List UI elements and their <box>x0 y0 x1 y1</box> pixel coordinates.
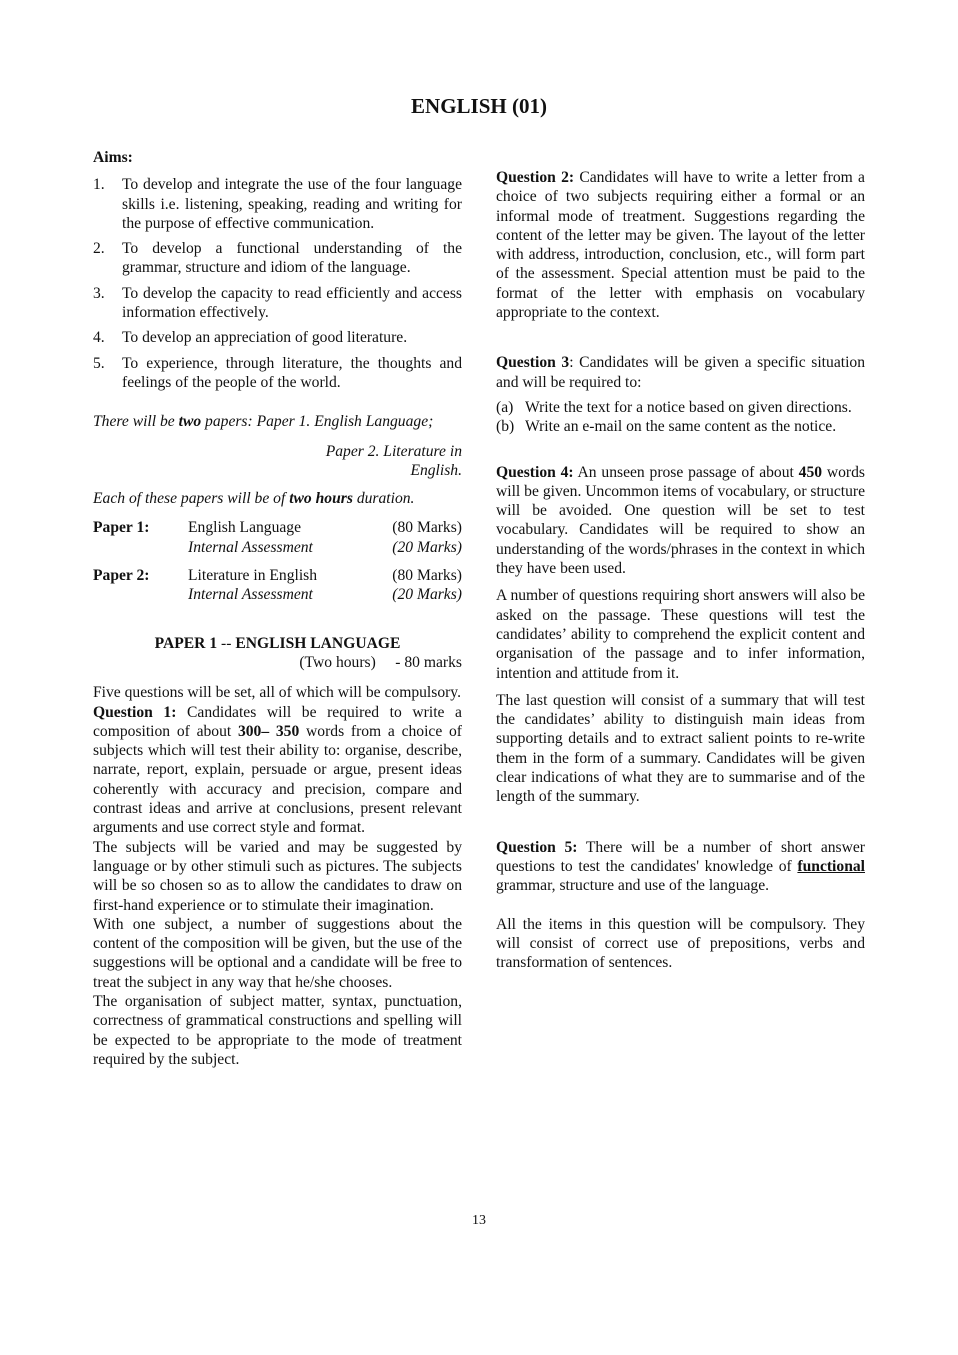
paper1-heading <box>93 634 462 653</box>
papers-intro-text: There will be <box>93 413 179 431</box>
aims-item-text: To develop a functional understanding of the grammar, structure and idiom of the language. <box>122 240 462 277</box>
question-3-item-number: (b) <box>496 418 515 436</box>
right-column <box>496 168 865 972</box>
papers-intro-emphasis: two <box>178 413 202 431</box>
question-4-paragraph: The last question will consist of a summary that will test the candidates’ ability to distinguish main ideas from supporting details and to extract salient points to re-write them in the form of a summary. Candidates will be given clear indications of what they are to summarise and of the length of the summary. <box>496 691 865 806</box>
question-3-item <box>496 398 865 417</box>
paper-assessment-marks: (20 Marks) <box>392 586 462 604</box>
question-1-wordcount: 300– 350 <box>237 722 300 740</box>
duration-line <box>93 489 462 508</box>
aims-item <box>93 328 462 347</box>
papers-intro <box>93 412 462 431</box>
aims-item <box>93 354 462 393</box>
duration-text: Each of these papers will be of <box>93 490 290 508</box>
paper-marks-text: (80 Marks) <box>392 519 462 537</box>
question-1-paragraph: The organisation of subject matter, syntax, punctuation, correctness of grammatical constructions and spelling will be expected to be appropriate to the mode of treatment required by the subject. <box>93 992 462 1068</box>
paper1-intro: Five questions will be set, all of which will be compulsory. <box>93 684 461 702</box>
paper-label: Paper 2: <box>93 567 150 585</box>
paper-subject <box>188 518 366 557</box>
paper1-heading-b: ENGLISH LANGUAGE <box>235 634 401 652</box>
paper-subject-text: Literature in English <box>188 567 318 585</box>
aims-item <box>93 175 462 233</box>
papers-table <box>93 518 462 604</box>
question-2-text: Candidates will have to write a letter from a choice of two subjects requiring either a formal or an informal mode of treatment. Suggestions regarding the content of the letter may be given. The layout of the letter with address, introduction, conclusion, etc., will form part of the assessment. Special attention must be paid to the format of the letter with emphasis on vocabulary appropriate to the context. <box>496 169 865 322</box>
papers-intro-paper2: Paper 2. Literature in English. <box>325 442 462 479</box>
aims-item-text: To develop an appreciation of good literature. <box>122 329 408 347</box>
aims-item-text: To develop and integrate the use of the four language skills i.e. listening, speaking, reading and writing for the purpose of effective communication. <box>122 176 462 232</box>
aims-item-number: 4. <box>93 329 105 347</box>
paper1-hours: (Two hours) <box>299 653 376 671</box>
question-3-text: : Candidates will be given a specific situation and will be required to: <box>496 354 865 391</box>
paper-assessment-text: Internal Assessment <box>188 586 313 604</box>
question-4 <box>496 463 865 579</box>
papers-intro-text: papers: Paper 1. English Language; <box>201 413 434 431</box>
duration-text: duration. <box>352 490 415 508</box>
paper-assessment-marks: (20 Marks) <box>392 538 462 556</box>
paper-marks <box>366 566 462 605</box>
paper-subject-text: English Language <box>188 519 302 537</box>
question-3 <box>496 353 865 392</box>
question-1-text: Candidates will be required to write a composition of about <box>93 703 462 740</box>
paper-subject <box>188 566 366 605</box>
papers-table-row <box>93 518 462 557</box>
question-1 <box>93 703 462 838</box>
aims-list <box>93 175 462 392</box>
paper1-duration <box>93 653 462 672</box>
question-5-emphasis: functional <box>797 857 865 875</box>
question-3-item-number: (a) <box>496 398 514 416</box>
question-4-text: An unseen prose passage of about <box>573 463 799 481</box>
question-3-item-text: Write an e-mail on the same content as the notice. <box>525 418 837 436</box>
question-4-paragraph: A number of questions requiring short answers will also be asked on the passage. These questions will test the candidates’ ability to comprehend the explicit content and organisation of the passage and to infer information, intention and attitude from it. <box>496 587 865 682</box>
aims-item-text: To develop the capacity to read efficiently and access information effectively. <box>122 284 462 322</box>
paper1-heading-sep: -- <box>217 634 236 652</box>
aims-item-number: 1. <box>93 176 105 194</box>
aims-heading: Aims: <box>93 149 133 166</box>
question-4-wordcount: 450 <box>798 463 823 481</box>
paper-label: Paper 1: <box>93 519 150 537</box>
question-5 <box>496 838 865 896</box>
question-5-paragraph: All the items in this question will be compulsory. They will consist of correct use of prepositions, verbs and transformation of sentences. <box>496 915 865 972</box>
left-column <box>93 148 462 1069</box>
duration-emphasis: two hours <box>289 490 353 508</box>
paper-marks-text: (80 Marks) <box>392 567 462 585</box>
aims-item-number: 5. <box>93 354 105 372</box>
question-1-label: Question 1: <box>93 703 177 721</box>
aims-item-number: 3. <box>93 284 105 302</box>
paper1-heading-a: PAPER 1 <box>154 634 218 652</box>
page-title: ENGLISH (01) <box>411 94 547 118</box>
question-5-text: grammar, structure and use of the language. <box>496 877 770 895</box>
aims-item <box>93 284 462 323</box>
question-5-text: There will be a number of short answer questions to test the candidates' knowledge of <box>496 838 865 875</box>
question-3-item <box>496 417 865 436</box>
question-3-item-text: Write the text for a notice based on given directions. <box>525 398 852 416</box>
aims-item-number: 2. <box>93 240 105 258</box>
paper1-marks: - 80 marks <box>395 653 462 671</box>
question-4-text: words will be given. Uncommon items of vocabulary, or structure will be avoided. One question will be set to test vocabulary. Candidates will be required to show an understanding of the words/phrases in the context in which they have been used. <box>496 463 865 578</box>
page-number: 13 <box>472 1213 486 1228</box>
question-1-text: words from a choice of subjects which will test their ability to: organise, describe, narrate, report, explain, persuade or argue, present ideas coherently with accuracy and precision, compare and contrast ideas and arrive at conclusions, present relevant arguments and use correct style and format. <box>93 722 462 837</box>
paper-marks <box>366 518 462 557</box>
question-1-paragraph: With one subject, a number of suggestions about the content of the composition will be given, but the use of the suggestions will be optional and a candidate will be free to treat the subject in any way that he/she chooses. <box>93 915 462 991</box>
papers-table-row <box>93 566 462 605</box>
paper-assessment-text: Internal Assessment <box>188 538 313 556</box>
question-5-label: Question 5: <box>496 838 578 856</box>
aims-item-text: To experience, through literature, the thoughts and feelings of the people of the world. <box>122 354 462 391</box>
question-3-label: Question 3 <box>496 354 570 372</box>
question-2 <box>496 168 865 322</box>
question-1-paragraph: The subjects will be varied and may be suggested by language or by other stimuli such as pictures. The subjects will be so chosen so as to allow the candidates to draw on first-hand experience or to stimulate their imagination. <box>93 838 462 914</box>
question-4-label: Question 4: <box>496 463 574 481</box>
question-2-label: Question 2: <box>496 169 575 186</box>
aims-item <box>93 239 462 278</box>
